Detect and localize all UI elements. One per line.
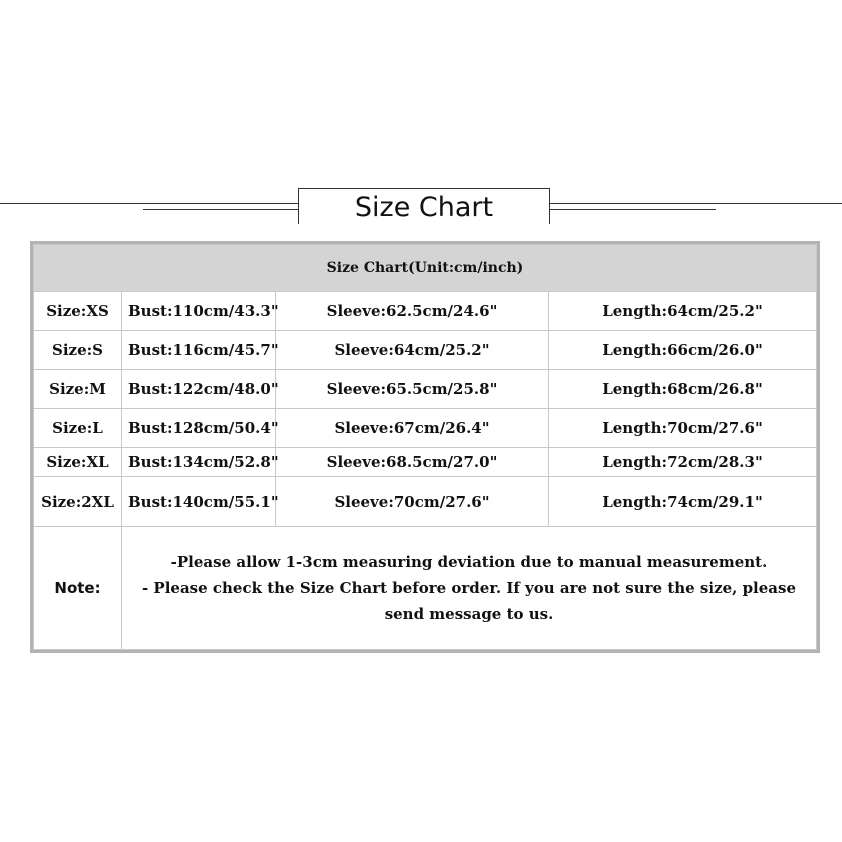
size-chart-table-frame	[30, 241, 820, 653]
bust-cell: Bust:122cm/48.0"	[122, 370, 276, 409]
sleeve-cell: Sleeve:70cm/27.6"	[276, 477, 549, 527]
left-rule-long	[0, 203, 300, 204]
size-cell: Size:XL	[34, 448, 122, 477]
right-rule-long	[548, 203, 842, 204]
size-cell: Size:M	[34, 370, 122, 409]
table-row	[34, 409, 817, 448]
sleeve-cell: Sleeve:68.5cm/27.0"	[276, 448, 549, 477]
bust-cell: Bust:128cm/50.4"	[122, 409, 276, 448]
bust-cell: Bust:116cm/45.7"	[122, 331, 276, 370]
table-row	[34, 448, 817, 477]
page-title: Size Chart	[354, 192, 494, 223]
note-label: Note:	[34, 527, 122, 650]
length-cell: Length:70cm/27.6"	[549, 409, 817, 448]
length-cell: Length:74cm/29.1"	[549, 477, 817, 527]
length-cell: Length:66cm/26.0"	[549, 331, 817, 370]
bust-cell: Bust:134cm/52.8"	[122, 448, 276, 477]
title-banner	[0, 180, 842, 230]
note-row	[34, 527, 817, 650]
length-cell: Length:64cm/25.2"	[549, 292, 817, 331]
table-row	[34, 292, 817, 331]
size-cell: Size:L	[34, 409, 122, 448]
right-rule-short	[548, 209, 716, 210]
length-cell: Length:72cm/28.3"	[549, 448, 817, 477]
table-row	[34, 331, 817, 370]
note-line-1: -Please allow 1-3cm measuring deviation due to manual measurement.	[170, 553, 768, 571]
length-cell: Length:68cm/26.8"	[549, 370, 817, 409]
note-text	[122, 527, 817, 650]
size-chart-table	[33, 244, 817, 650]
size-cell: Size:S	[34, 331, 122, 370]
sleeve-cell: Sleeve:65.5cm/25.8"	[276, 370, 549, 409]
sleeve-cell: Sleeve:67cm/26.4"	[276, 409, 549, 448]
size-cell: Size:2XL	[34, 477, 122, 527]
sleeve-cell: Sleeve:62.5cm/24.6"	[276, 292, 549, 331]
size-cell: Size:XS	[34, 292, 122, 331]
bust-cell: Bust:110cm/43.3"	[122, 292, 276, 331]
sleeve-cell: Sleeve:64cm/25.2"	[276, 331, 549, 370]
bust-cell: Bust:140cm/55.1"	[122, 477, 276, 527]
table-header-row	[34, 245, 817, 292]
table-row	[34, 370, 817, 409]
left-rule-short	[143, 209, 300, 210]
table-row	[34, 477, 817, 527]
table-heading: Size Chart(Unit:cm/inch)	[34, 245, 817, 292]
note-line-2: - Please check the Size Chart before order. If you are not sure the size, please send message to us.	[141, 579, 797, 623]
